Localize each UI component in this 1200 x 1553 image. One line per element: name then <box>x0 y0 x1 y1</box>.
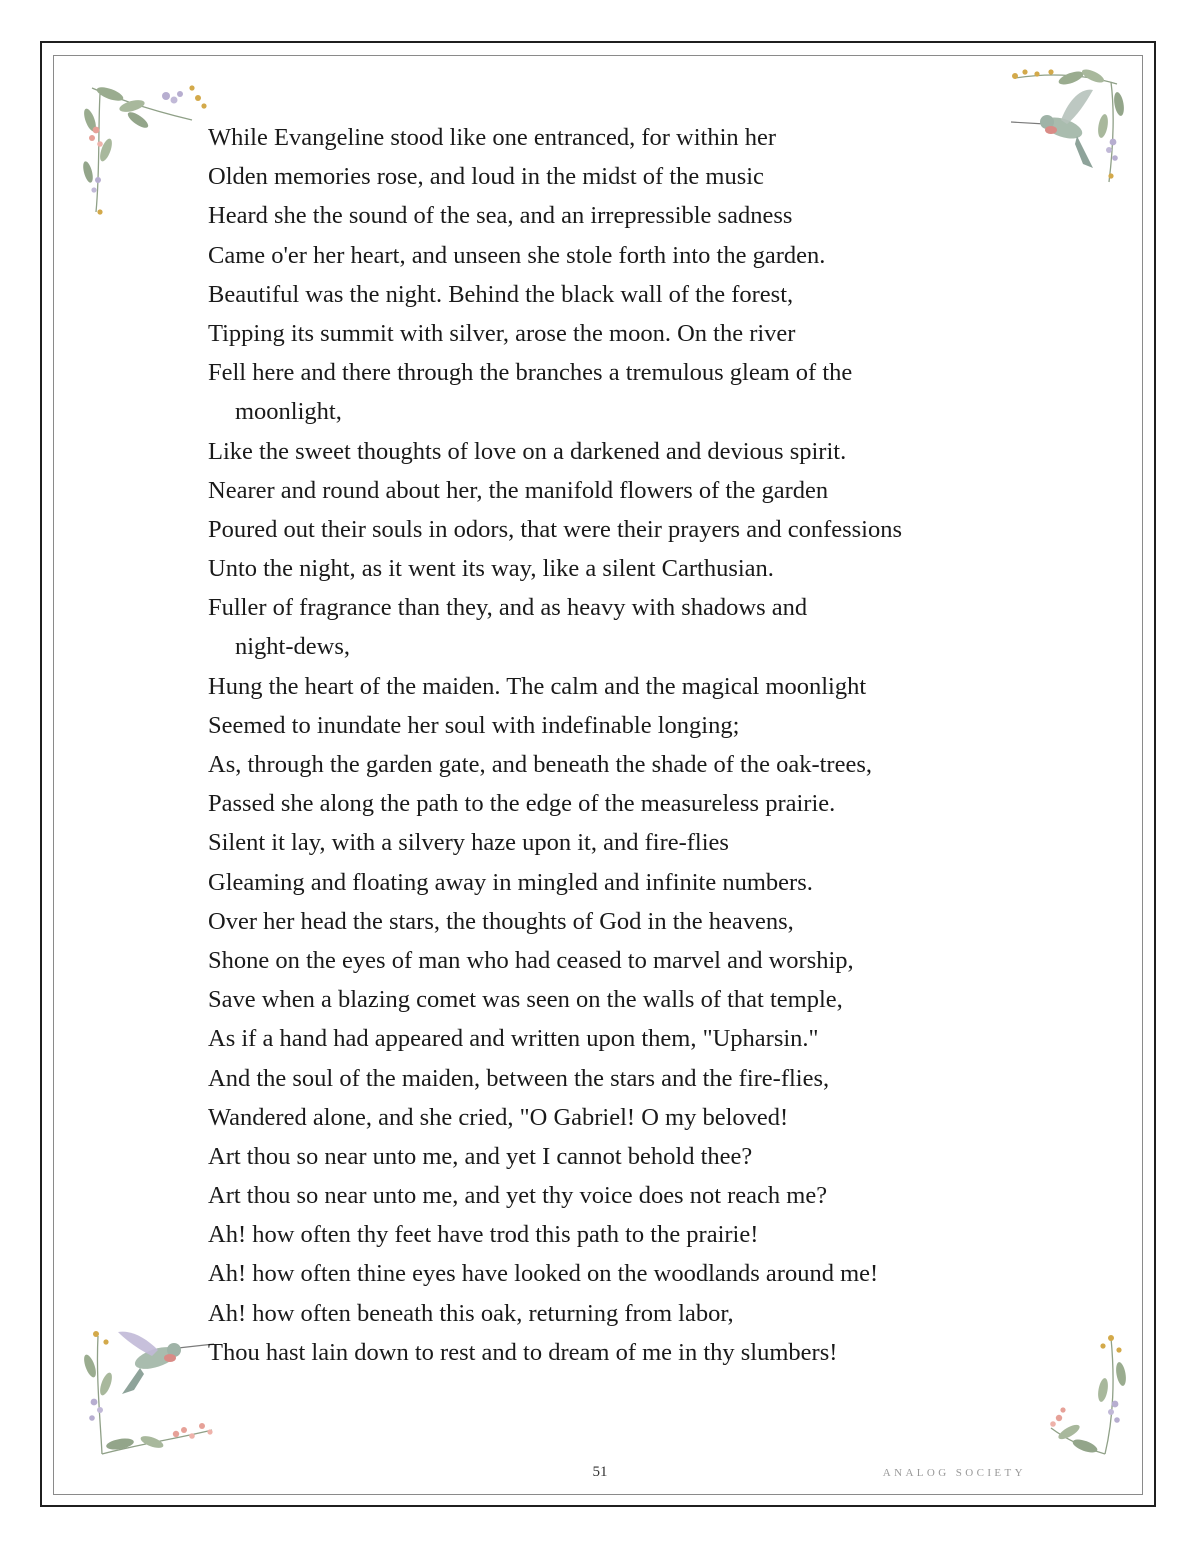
poem-line-continuation: night-dews, <box>235 633 350 661</box>
poem-line: As, through the garden gate, and beneath the shade of the oak-trees, <box>208 751 872 778</box>
poem-line: Nearer and round about her, the manifold flowers of the garden <box>208 476 829 504</box>
page-number: 51 <box>592 1464 608 1480</box>
poem-line: Seemed to inundate her soul with indefinable longing; <box>208 711 740 739</box>
poem-line: Fell here and there through the branches a tremulous gleam of the <box>208 359 853 387</box>
poem-line: Ah! how often thine eyes have looked on the woodlands around me! <box>208 1260 879 1288</box>
poem-text-block <box>208 118 1068 1372</box>
poem-line: Hung the heart of the maiden. The calm and the magical moonlight <box>208 672 867 700</box>
poem-line: Art thou so near unto me, and yet thy voice does not reach me? <box>208 1182 828 1210</box>
floral-corner-top-left-icon <box>80 80 220 220</box>
poem-line: Beautiful was the night. Behind the black wall of the forest, <box>208 280 794 308</box>
poem-line: Shone on the eyes of man who had ceased to marvel and worship, <box>208 946 854 974</box>
poem-line: Ah! how often beneath this oak, returning from labor, <box>208 1299 734 1327</box>
hummingbird-floral-bottom-left-icon <box>80 1326 220 1461</box>
poem-line: Passed she along the path to the edge of the measureless prairie. <box>208 790 836 818</box>
poem-line: Like the sweet thoughts of love on a darkened and devious spirit. <box>208 437 847 465</box>
poem-line: Tipping its summit with silver, arose the moon. On the river <box>208 319 796 347</box>
poem-line: As if a hand had appeared and written upon them, "Upharsin." <box>208 1025 819 1053</box>
poem-line: While Evangeline stood like one entranced, for within her <box>208 124 777 151</box>
brand-footer: ANALOG SOCIETY <box>882 1467 1026 1479</box>
poem-line-continuation: moonlight, <box>235 398 342 426</box>
poem-line: Silent it lay, with a silvery haze upon it, and fire-flies <box>208 829 729 857</box>
poem-line: Ah! how often thy feet have trod this path to the prairie! <box>208 1221 759 1249</box>
poem-line: Thou hast lain down to rest and to dream of me in thy slumbers! <box>208 1338 838 1366</box>
poem-line: Gleaming and floating away in mingled and infinite numbers. <box>208 868 813 896</box>
poem-line: Poured out their souls in odors, that were their prayers and confessions <box>208 515 903 543</box>
poem-line: Art thou so near unto me, and yet I cannot behold thee? <box>208 1142 753 1170</box>
poem-line: Unto the night, as it went its way, like a silent Carthusian. <box>208 555 774 583</box>
poem-line: And the soul of the maiden, between the stars and the fire-flies, <box>208 1064 830 1092</box>
poem-line: Wandered alone, and she cried, "O Gabriel! O my beloved! <box>208 1103 789 1131</box>
poem-line: Save when a blazing comet was seen on the walls of that temple, <box>208 986 843 1014</box>
poem-line: Over her head the stars, the thoughts of God in the heavens, <box>208 907 794 935</box>
poem-line: Fuller of fragrance than they, and as heavy with shadows and <box>208 594 808 622</box>
poem-line: Came o'er her heart, and unseen she stole forth into the garden. <box>208 241 826 269</box>
poem-line: Olden memories rose, and loud in the midst of the music <box>208 163 764 191</box>
poem-line: Heard she the sound of the sea, and an irrepressible sadness <box>208 202 793 230</box>
